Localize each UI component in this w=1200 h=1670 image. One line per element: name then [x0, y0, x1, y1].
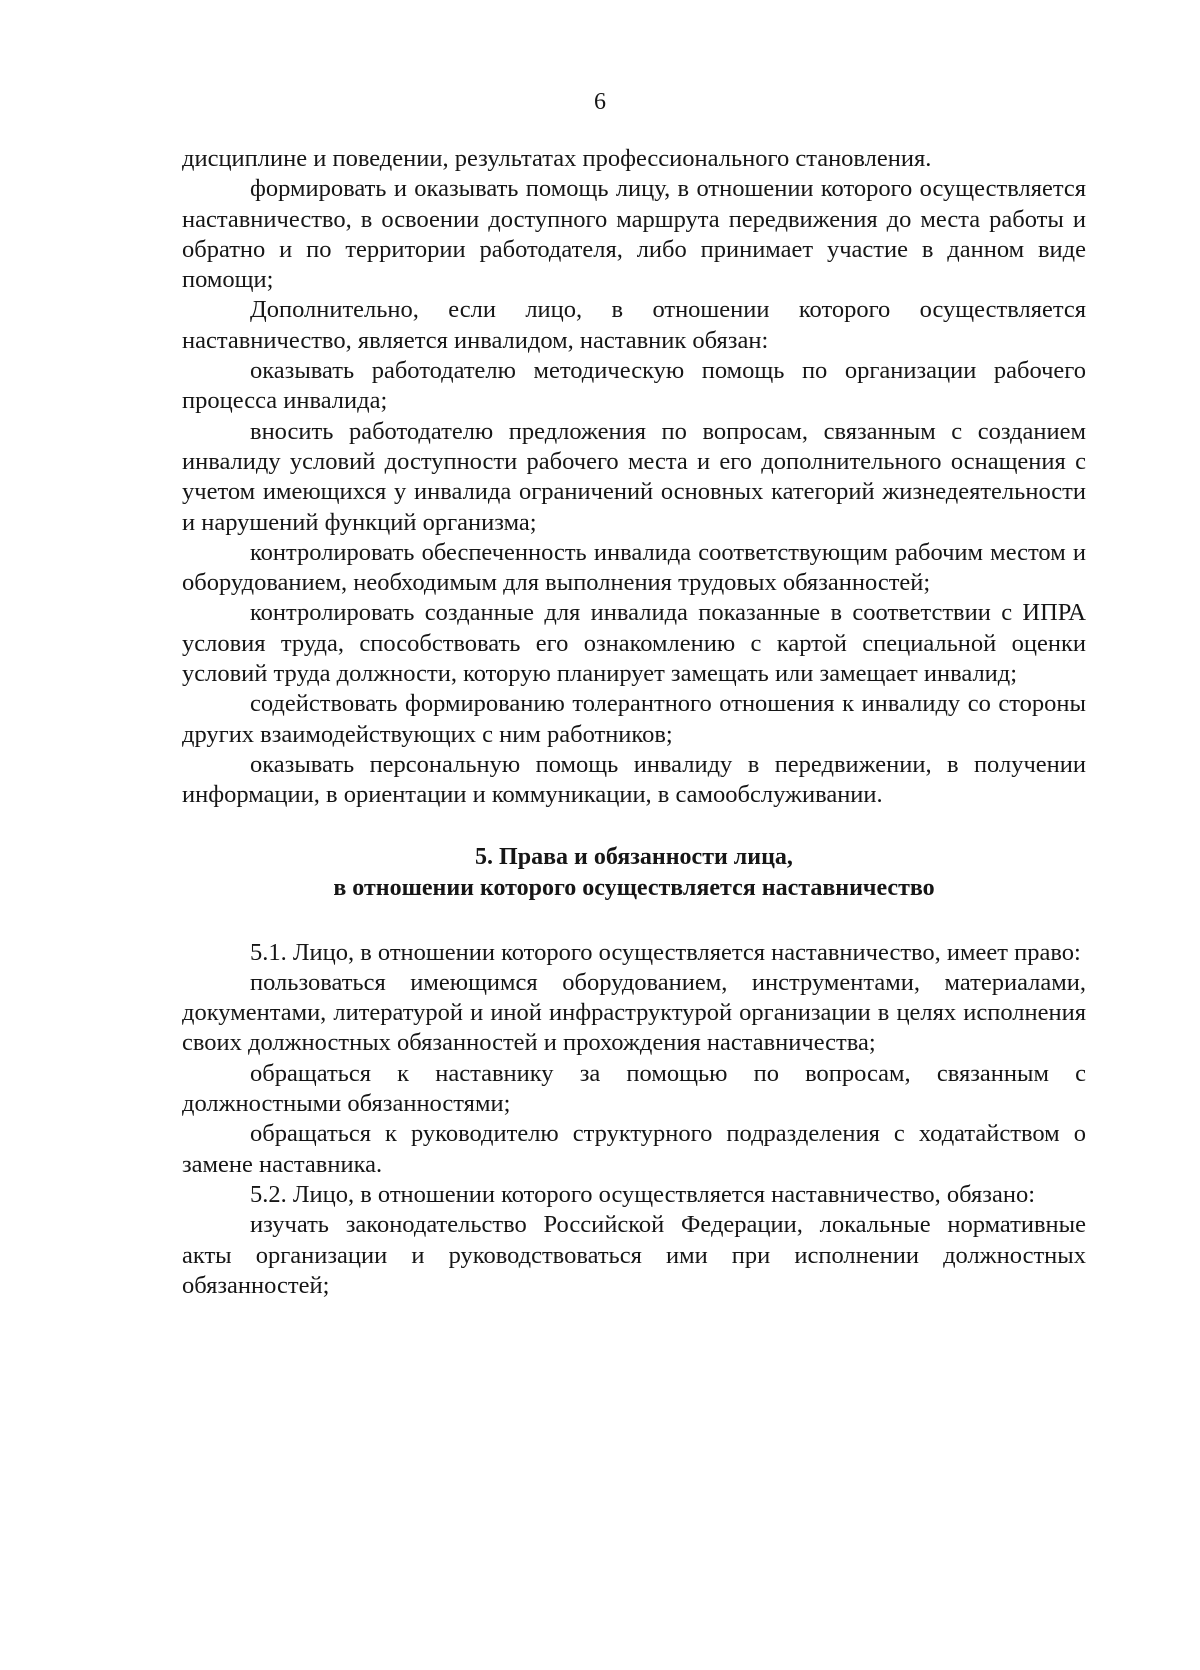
- paragraph: вносить работодателю предложения по вопросам, связанным с созданием инвалиду условий доступности рабочего места и его дополнительного оснащения с учетом имеющихся у инвалида ограничений основных категорий жизнедеятельности и нарушений функций организма;: [182, 417, 1086, 536]
- paragraph: обращаться к руководителю структурного подразделения с ходатайством о замене наставника.: [182, 1120, 1086, 1178]
- paragraph: оказывать работодателю методическую помощь по организации рабочего процесса инвалида;: [182, 357, 1086, 415]
- paragraph: 5.2. Лицо, в отношении которого осуществляется наставничество, обязано:: [250, 1180, 1036, 1208]
- paragraph: изучать законодательство Российской Федерации, локальные нормативные акты организации и руководствоваться ими при исполнении должностных обязанностей;: [182, 1211, 1086, 1299]
- paragraph: контролировать обеспеченность инвалида соответствующим рабочим местом и оборудованием, необходимым для выполнения трудовых обязанностей;: [182, 538, 1086, 597]
- section-heading-line: 5. Права и обязанности лица,: [475, 843, 793, 870]
- paragraph: оказывать персональную помощь инвалиду в передвижении, в получении информации, в ориентации и коммуникации, в самообслуживании.: [182, 750, 1086, 809]
- paragraph: контролировать созданные для инвалида показанные в соответствии с ИПРА условия труда, способствовать его ознакомлению с картой специальной оценки условий труда должности, которую планирует замещать или замещает инвалид;: [182, 599, 1086, 688]
- paragraph: 5.1. Лицо, в отношении которого осуществляется наставничество, имеет право:: [250, 938, 1081, 966]
- section-heading: [182, 842, 1086, 904]
- paragraph: пользоваться имеющимся оборудованием, инструментами, материалами, документами, литературой и иной инфраструктурой организации в целях исполнения своих должностных обязанностей и прохождения наставничества;: [182, 968, 1086, 1057]
- document-body: [182, 144, 1086, 1301]
- paragraph: обращаться к наставнику за помощью по вопросам, связанным с должностными обязанностями;: [182, 1059, 1086, 1118]
- paragraph: содействовать формированию толерантного отношения к инвалиду со стороны других взаимодействующих с ним работников;: [182, 690, 1086, 748]
- paragraph-continuation: дисциплине и поведении, результатах профессионального становления.: [182, 145, 932, 172]
- page-number: 6: [594, 89, 606, 115]
- paragraph: формировать и оказывать помощь лицу, в отношении которого осуществляется наставничество, в освоении доступного маршрута передвижения до места работы и обратно и по территории работодателя, либо принимает участие в данном виде помощи;: [182, 175, 1086, 294]
- section-heading-line: в отношении которого осуществляется наставничество: [333, 874, 935, 901]
- paragraph: Дополнительно, если лицо, в отношении которого осуществляется наставничество, является инвалидом, наставник обязан:: [182, 296, 1086, 354]
